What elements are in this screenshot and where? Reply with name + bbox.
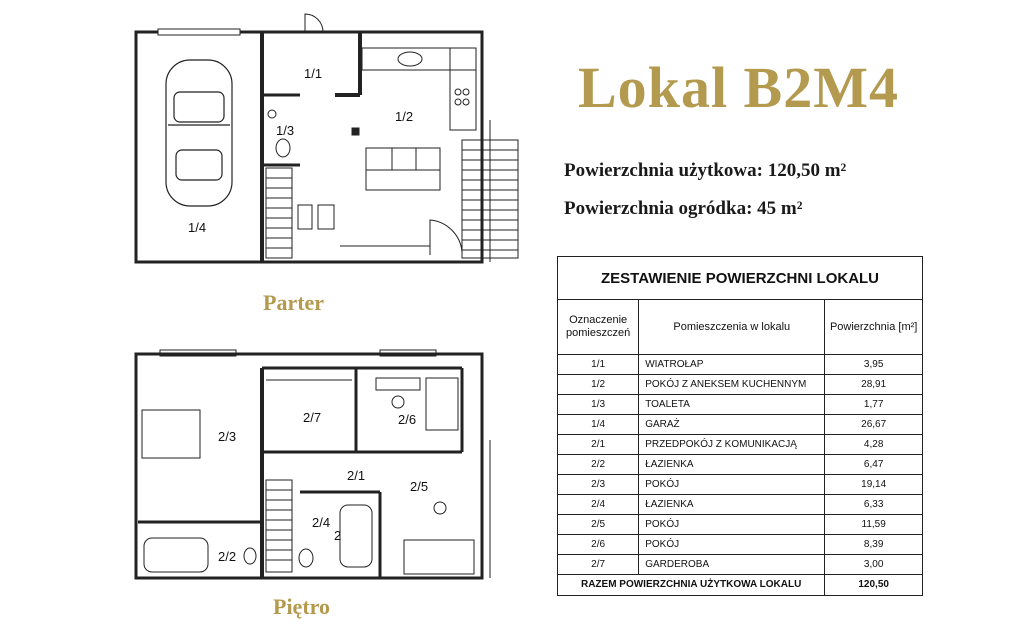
toilet-2-2 bbox=[244, 548, 256, 564]
cell-area: 3,95 bbox=[825, 355, 923, 375]
cell-area: 6,33 bbox=[825, 495, 923, 515]
terrace-stairs bbox=[462, 120, 518, 262]
cell-code: 1/2 bbox=[558, 375, 639, 395]
cell-area: 6,47 bbox=[825, 455, 923, 475]
table-row bbox=[558, 355, 923, 375]
upper-stairs bbox=[266, 480, 292, 572]
cell-area: 26,67 bbox=[825, 415, 923, 435]
cell-area: 1,77 bbox=[825, 395, 923, 415]
table-row bbox=[558, 415, 923, 435]
kitchen-counter bbox=[362, 48, 476, 70]
cell-name: ŁAZIENKA bbox=[639, 495, 825, 515]
bathtub-2-4 bbox=[340, 505, 372, 567]
cell-name: POKÓJ bbox=[639, 475, 825, 495]
table-row bbox=[558, 375, 923, 395]
cell-area: 3,00 bbox=[825, 555, 923, 575]
table-row bbox=[558, 515, 923, 535]
room-label-2-5: 2/5 bbox=[410, 479, 429, 494]
ground-stairs bbox=[266, 168, 292, 258]
cell-name: POKÓJ bbox=[639, 535, 825, 555]
garden-area: Powierzchnia ogródka: 45 m² bbox=[564, 198, 803, 219]
boiler-2 bbox=[318, 205, 334, 229]
stove-burner-4 bbox=[463, 99, 469, 105]
bathtub-2-2 bbox=[144, 538, 208, 572]
upper-outer-wall bbox=[136, 354, 482, 578]
cell-code: 2/1 bbox=[558, 435, 639, 455]
total-value: 120,50 bbox=[825, 575, 923, 596]
kitchen-sink bbox=[398, 52, 422, 66]
cell-area: 11,59 bbox=[825, 515, 923, 535]
cell-name: TOALETA bbox=[639, 395, 825, 415]
cell-code: 2/4 bbox=[558, 495, 639, 515]
room-label-1-1: 1/1 bbox=[304, 66, 323, 81]
room-area-table bbox=[557, 256, 923, 596]
chair-2-5 bbox=[434, 502, 446, 514]
table-row bbox=[558, 435, 923, 455]
cell-name: GARAŻ bbox=[639, 415, 825, 435]
unit-title: Lokal B2M4 bbox=[578, 55, 899, 120]
ground-room-labels bbox=[188, 66, 413, 235]
table-row bbox=[558, 495, 923, 515]
table-row bbox=[558, 475, 923, 495]
floor-label-ground: Parter bbox=[263, 290, 325, 315]
entrance-door bbox=[305, 14, 323, 32]
table-title: ZESTAWIENIE POWIERZCHNI LOKALU bbox=[558, 257, 923, 300]
boiler bbox=[298, 205, 312, 229]
terrace-door bbox=[430, 220, 462, 255]
room-label-2-2: 2/2 bbox=[218, 549, 237, 564]
cell-name: GARDEROBA bbox=[639, 555, 825, 575]
header-name: Pomieszczenia w lokalu bbox=[639, 300, 825, 355]
washbasin bbox=[268, 110, 276, 118]
upper-room-labels bbox=[218, 410, 428, 564]
cell-area: 19,14 bbox=[825, 475, 923, 495]
desk-2-6 bbox=[376, 378, 420, 390]
cell-code: 1/1 bbox=[558, 355, 639, 375]
total-row bbox=[558, 575, 923, 596]
room-label-2-1: 2/1 bbox=[347, 468, 366, 483]
car-icon bbox=[166, 60, 232, 206]
cell-area: 8,39 bbox=[825, 535, 923, 555]
bed-2-6 bbox=[426, 378, 458, 430]
room-label-2-6: 2/6 bbox=[398, 412, 417, 427]
table-row bbox=[558, 395, 923, 415]
header-code: Oznaczenie pomieszczeń bbox=[558, 300, 639, 355]
toilet-bowl bbox=[276, 139, 290, 157]
table-row bbox=[558, 455, 923, 475]
header-area: Powierzchnia [m²] bbox=[825, 300, 923, 355]
table-body bbox=[558, 355, 923, 575]
toilet-2-4 bbox=[299, 549, 313, 567]
cell-area: 4,28 bbox=[825, 435, 923, 455]
cell-name: ŁAZIENKA bbox=[639, 455, 825, 475]
cell-name: WIATROŁAP bbox=[639, 355, 825, 375]
total-label: RAZEM POWIERZCHNIA UŻYTKOWA LOKALU bbox=[558, 575, 825, 596]
room-label-2-7: 2/7 bbox=[303, 410, 322, 425]
cell-code: 2/7 bbox=[558, 555, 639, 575]
bed-2-5 bbox=[404, 540, 474, 574]
room-label-1-4: 1/4 bbox=[188, 220, 207, 235]
cell-name: POKÓJ bbox=[639, 515, 825, 535]
bed-2-3 bbox=[142, 410, 200, 458]
floor-label-upper: Piętro bbox=[273, 594, 331, 619]
room-label-2-3: 2/3 bbox=[218, 429, 237, 444]
room-label-1-2: 1/2 bbox=[395, 109, 414, 124]
usable-area: Powierzchnia użytkowa: 120,50 m² bbox=[564, 160, 847, 181]
cell-area: 28,91 bbox=[825, 375, 923, 395]
column bbox=[352, 128, 359, 135]
kitchen-counter-side bbox=[450, 48, 476, 130]
stove-burner-2 bbox=[463, 89, 469, 95]
sofa bbox=[366, 148, 440, 190]
cell-code: 2/6 bbox=[558, 535, 639, 555]
chair-2-6 bbox=[392, 396, 404, 408]
cell-name: POKÓJ Z ANEKSEM KUCHENNYM bbox=[639, 375, 825, 395]
room-label-1-3: 1/3 bbox=[276, 123, 295, 138]
room-label-2-x: 2 bbox=[334, 528, 342, 543]
cell-code: 1/3 bbox=[558, 395, 639, 415]
cell-name: PRZEDPOKÓJ Z KOMUNIKACJĄ bbox=[639, 435, 825, 455]
room-label-2-4: 2/4 bbox=[312, 515, 331, 530]
cell-code: 2/5 bbox=[558, 515, 639, 535]
upper-floor-plan bbox=[136, 350, 490, 578]
stove-burner-3 bbox=[455, 99, 461, 105]
table-row bbox=[558, 555, 923, 575]
cell-code: 1/4 bbox=[558, 415, 639, 435]
stove-burner bbox=[455, 89, 461, 95]
cell-code: 2/2 bbox=[558, 455, 639, 475]
table-row bbox=[558, 535, 923, 555]
cell-code: 2/3 bbox=[558, 475, 639, 495]
